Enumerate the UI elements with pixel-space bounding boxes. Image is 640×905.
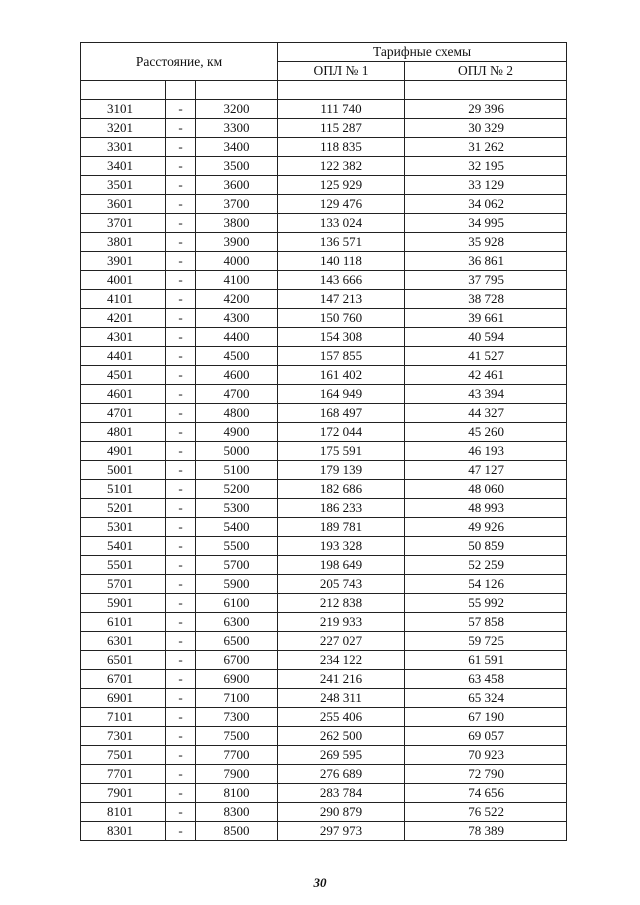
table-row [81,480,567,499]
cell-from: 4601 [81,385,166,404]
table-row [81,385,567,404]
cell-opl-1: 269 595 [278,746,405,765]
cell-dash: - [166,499,196,518]
cell-from: 7301 [81,727,166,746]
cell-to: 3800 [196,214,278,233]
cell-opl-1: 290 879 [278,803,405,822]
tariff-table [80,42,567,841]
cell-dash: - [166,290,196,309]
cell-opl-2: 74 656 [405,784,567,803]
cell-dash: - [166,138,196,157]
table-row [81,290,567,309]
cell-dash: - [166,613,196,632]
cell-to: 7100 [196,689,278,708]
cell-from: 6701 [81,670,166,689]
cell-opl-1: 193 328 [278,537,405,556]
table-row [81,423,567,442]
cell-to: 5400 [196,518,278,537]
cell-to: 5000 [196,442,278,461]
table-row [81,575,567,594]
cell-dash: - [166,689,196,708]
cell-from: 4901 [81,442,166,461]
cell-opl-2: 40 594 [405,328,567,347]
cell-to: 3400 [196,138,278,157]
cell-dash: - [166,632,196,651]
cell-to: 4800 [196,404,278,423]
cell-from: 4301 [81,328,166,347]
cell-dash: - [166,480,196,499]
cell-opl-1: 175 591 [278,442,405,461]
cell-opl-2: 45 260 [405,423,567,442]
cell-opl-2: 37 795 [405,271,567,290]
header-opl-2: ОПЛ № 2 [405,62,567,81]
table-row [81,651,567,670]
cell-to: 4900 [196,423,278,442]
cell-opl-2: 33 129 [405,176,567,195]
cell-dash: - [166,366,196,385]
cell-to: 7900 [196,765,278,784]
cell-from: 3701 [81,214,166,233]
table-row [81,214,567,233]
cell-to: 3200 [196,100,278,119]
cell-opl-1: 186 233 [278,499,405,518]
table-row [81,271,567,290]
cell-from: 5101 [81,480,166,499]
cell-dash: - [166,157,196,176]
table-row [81,803,567,822]
cell-to: 3500 [196,157,278,176]
cell-to: 4300 [196,309,278,328]
table-row [81,784,567,803]
cell-dash: - [166,214,196,233]
cell-to: 3300 [196,119,278,138]
cell-from: 8101 [81,803,166,822]
cell-opl-1: 283 784 [278,784,405,803]
cell-dash: - [166,119,196,138]
cell-from: 7901 [81,784,166,803]
cell-from: 4401 [81,347,166,366]
cell-opl-1: 255 406 [278,708,405,727]
cell-opl-1: 133 024 [278,214,405,233]
cell-from: 7501 [81,746,166,765]
cell-opl-2: 49 926 [405,518,567,537]
table-row [81,689,567,708]
cell-opl-2: 38 728 [405,290,567,309]
cell-opl-2: 78 389 [405,822,567,841]
cell-opl-2: 42 461 [405,366,567,385]
cell-opl-2: 48 993 [405,499,567,518]
cell-dash: - [166,271,196,290]
cell-opl-2: 34 995 [405,214,567,233]
table-row [81,252,567,271]
cell-opl-2: 72 790 [405,765,567,784]
table-row [81,765,567,784]
cell-opl-2: 52 259 [405,556,567,575]
cell-to: 4700 [196,385,278,404]
table-row [81,366,567,385]
cell-from: 5901 [81,594,166,613]
cell-to: 5500 [196,537,278,556]
cell-to: 6900 [196,670,278,689]
table-row [81,670,567,689]
cell-dash: - [166,347,196,366]
table-row [81,195,567,214]
cell-dash: - [166,594,196,613]
table-row [81,727,567,746]
table-row [81,328,567,347]
cell-opl-2: 39 661 [405,309,567,328]
cell-to: 7500 [196,727,278,746]
header-opl-1: ОПЛ № 1 [278,62,405,81]
cell-opl-1: 164 949 [278,385,405,404]
cell-opl-2: 43 394 [405,385,567,404]
cell-opl-2: 69 057 [405,727,567,746]
cell-to: 3600 [196,176,278,195]
cell-to: 8300 [196,803,278,822]
table-row [81,138,567,157]
cell-opl-1: 136 571 [278,233,405,252]
cell-opl-2: 46 193 [405,442,567,461]
cell-opl-2: 36 861 [405,252,567,271]
cell-to: 5700 [196,556,278,575]
cell-from: 3301 [81,138,166,157]
cell-from: 5301 [81,518,166,537]
cell-from: 3101 [81,100,166,119]
cell-to: 4000 [196,252,278,271]
cell-dash: - [166,708,196,727]
cell-from: 6501 [81,651,166,670]
table-row [81,632,567,651]
cell-opl-1: 241 216 [278,670,405,689]
cell-to: 3700 [196,195,278,214]
cell-dash: - [166,518,196,537]
cell-opl-2: 61 591 [405,651,567,670]
cell-opl-1: 118 835 [278,138,405,157]
cell-opl-1: 276 689 [278,765,405,784]
cell-dash: - [166,442,196,461]
cell-from: 5001 [81,461,166,480]
cell-from: 8301 [81,822,166,841]
cell-opl-2: 54 126 [405,575,567,594]
cell-opl-1: 205 743 [278,575,405,594]
cell-from: 4201 [81,309,166,328]
table-row [81,100,567,119]
table-row [81,347,567,366]
cell-opl-2: 41 527 [405,347,567,366]
cell-from: 4101 [81,290,166,309]
cell-from: 6301 [81,632,166,651]
cell-opl-1: 179 139 [278,461,405,480]
cell-dash: - [166,727,196,746]
cell-opl-1: 198 649 [278,556,405,575]
cell-opl-1: 297 973 [278,822,405,841]
cell-to: 4400 [196,328,278,347]
table-row [81,518,567,537]
cell-dash: - [166,822,196,841]
cell-to: 6700 [196,651,278,670]
cell-to: 5100 [196,461,278,480]
cell-opl-1: 182 686 [278,480,405,499]
cell-dash: - [166,556,196,575]
cell-opl-2: 55 992 [405,594,567,613]
cell-dash: - [166,233,196,252]
cell-dash: - [166,575,196,594]
cell-from: 7101 [81,708,166,727]
cell-from: 5501 [81,556,166,575]
header-separator [81,81,567,100]
cell-from: 7701 [81,765,166,784]
cell-dash: - [166,746,196,765]
cell-opl-1: 129 476 [278,195,405,214]
table-row [81,746,567,765]
cell-from: 3401 [81,157,166,176]
cell-opl-1: 219 933 [278,613,405,632]
cell-to: 6300 [196,613,278,632]
cell-from: 4501 [81,366,166,385]
cell-opl-2: 47 127 [405,461,567,480]
cell-to: 5200 [196,480,278,499]
cell-opl-1: 172 044 [278,423,405,442]
cell-to: 7300 [196,708,278,727]
cell-opl-2: 29 396 [405,100,567,119]
cell-dash: - [166,784,196,803]
cell-dash: - [166,328,196,347]
table-row [81,442,567,461]
cell-from: 3801 [81,233,166,252]
table-row [81,157,567,176]
cell-opl-2: 76 522 [405,803,567,822]
cell-opl-2: 67 190 [405,708,567,727]
cell-opl-2: 59 725 [405,632,567,651]
cell-opl-1: 150 760 [278,309,405,328]
header-tariff-schemes: Тарифные схемы [278,43,567,62]
cell-opl-2: 48 060 [405,480,567,499]
cell-from: 4801 [81,423,166,442]
table-body [81,100,567,841]
cell-from: 4701 [81,404,166,423]
table-row [81,613,567,632]
table-row [81,537,567,556]
table-row [81,499,567,518]
cell-from: 6101 [81,613,166,632]
cell-from: 3201 [81,119,166,138]
cell-from: 4001 [81,271,166,290]
cell-opl-1: 111 740 [278,100,405,119]
cell-opl-1: 143 666 [278,271,405,290]
table-row [81,822,567,841]
cell-dash: - [166,803,196,822]
cell-opl-2: 70 923 [405,746,567,765]
table-header [81,43,567,100]
cell-to: 4100 [196,271,278,290]
cell-from: 3501 [81,176,166,195]
cell-opl-1: 154 308 [278,328,405,347]
table-row [81,461,567,480]
cell-opl-1: 122 382 [278,157,405,176]
cell-to: 4200 [196,290,278,309]
cell-dash: - [166,404,196,423]
cell-opl-1: 227 027 [278,632,405,651]
page-number: 30 [313,875,327,890]
cell-dash: - [166,309,196,328]
cell-opl-1: 115 287 [278,119,405,138]
cell-opl-1: 147 213 [278,290,405,309]
cell-from: 6901 [81,689,166,708]
cell-dash: - [166,423,196,442]
cell-opl-2: 35 928 [405,233,567,252]
table-row [81,404,567,423]
cell-opl-2: 57 858 [405,613,567,632]
cell-opl-1: 248 311 [278,689,405,708]
cell-to: 4500 [196,347,278,366]
cell-dash: - [166,651,196,670]
table-row [81,708,567,727]
cell-opl-1: 189 781 [278,518,405,537]
cell-opl-2: 32 195 [405,157,567,176]
cell-dash: - [166,385,196,404]
cell-dash: - [166,100,196,119]
cell-opl-1: 168 497 [278,404,405,423]
cell-opl-2: 31 262 [405,138,567,157]
table-row [81,119,567,138]
cell-from: 5701 [81,575,166,594]
cell-from: 3901 [81,252,166,271]
table-row [81,309,567,328]
cell-dash: - [166,537,196,556]
cell-opl-1: 234 122 [278,651,405,670]
cell-to: 6500 [196,632,278,651]
cell-opl-1: 157 855 [278,347,405,366]
cell-to: 5900 [196,575,278,594]
cell-from: 3601 [81,195,166,214]
cell-opl-2: 50 859 [405,537,567,556]
cell-opl-2: 34 062 [405,195,567,214]
header-distance: Расстояние, км [81,43,278,81]
cell-opl-2: 65 324 [405,689,567,708]
cell-opl-1: 262 500 [278,727,405,746]
cell-opl-1: 161 402 [278,366,405,385]
cell-dash: - [166,670,196,689]
cell-opl-1: 212 838 [278,594,405,613]
cell-to: 5300 [196,499,278,518]
cell-dash: - [166,252,196,271]
cell-to: 6100 [196,594,278,613]
table-row [81,233,567,252]
table-row [81,176,567,195]
cell-dash: - [166,176,196,195]
cell-opl-1: 140 118 [278,252,405,271]
cell-to: 4600 [196,366,278,385]
cell-opl-1: 125 929 [278,176,405,195]
cell-opl-2: 63 458 [405,670,567,689]
cell-to: 8100 [196,784,278,803]
cell-from: 5201 [81,499,166,518]
cell-opl-2: 44 327 [405,404,567,423]
cell-to: 3900 [196,233,278,252]
cell-to: 8500 [196,822,278,841]
cell-dash: - [166,195,196,214]
table-row [81,556,567,575]
table-row [81,594,567,613]
cell-from: 5401 [81,537,166,556]
cell-dash: - [166,461,196,480]
cell-to: 7700 [196,746,278,765]
cell-opl-2: 30 329 [405,119,567,138]
cell-dash: - [166,765,196,784]
